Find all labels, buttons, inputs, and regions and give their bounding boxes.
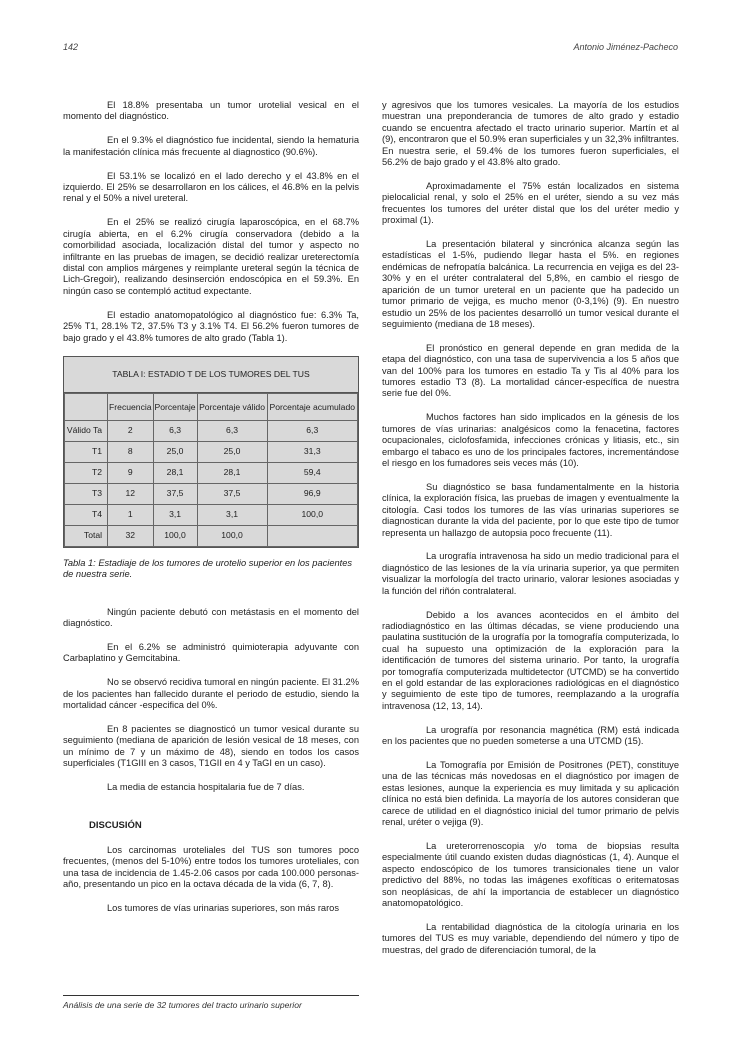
paragraph: Los carcinomas uroteliales del TUS son tumores poco frecuentes, (menos del 5-10%) entre todos los tumores uroteliales, con una tasa de incidencia de 1.45-2.06 casos por cada 100.000 personas-año, presentando un pico en la octava década de la vida (6, 7, 8).	[63, 844, 359, 890]
paragraph: En 8 pacientes se diagnosticó un tumor vesical durante su seguimiento (mediana de aparición de lesión vesical de 18 meses, con un mínimo de 7 y un máximo de 48), siendo en todos los casos superficiales (T1GIII en 3 casos, T1GII en 4 y TaGI en un caso).	[63, 723, 359, 769]
row-label: Válido Ta	[65, 420, 108, 441]
table-cell: 3,1	[197, 504, 267, 525]
table-cell: 37,5	[197, 483, 267, 504]
table-cell: 6,3	[153, 420, 197, 441]
table-cell: 100,0	[267, 504, 357, 525]
row-label: Total	[65, 525, 108, 546]
section-heading: DISCUSIÓN	[89, 819, 142, 831]
paragraph: La urografía por resonancia magnética (RM) está indicada en los pacientes que no pueden someterse a una UTCMD (15).	[382, 724, 679, 747]
paragraph: La ureterorrenoscopia y/o toma de biopsias resulta especialmente útil cuando existen dudas diagnósticas (1, 4). Aunque el aspecto endoscópico de los tumores transicionales tiene un valor predictivo del 88%, no todas las imágenes exofíticas o eritematosas son neoplásicas, de ahí la importancia de establecer un diagnóstico anatomopatológico.	[382, 840, 679, 908]
paragraph: Muchos factores han sido implicados en la génesis de los tumores de vías urinarias: analgésicos como la fenacetina, factores ocupacionales, ciclofosfamida, infecciones crónicas y litiasis, etc., sin embargo el tabaco es uno de los principales factores, incrementándose el riesgo en los fumadores seis veces más (10).	[382, 412, 679, 468]
table-cell: 6,3	[197, 420, 267, 441]
table-cell: 31,3	[267, 441, 357, 462]
table-header-cell: Frecuencia	[108, 393, 153, 420]
table-row	[65, 525, 358, 546]
paragraph: y agresivos que los tumores vesicales. La mayoría de los estudios muestran una preponderancia de tumores de alto grado y estadio cuando se encuentra afectado el tracto urinario superior. Martín et al (9), encontraron que el 50.9% eran superficiales y un 32,3% infiltrantes. En nuestra serie, el 59.4% de los tumores fueron superficiales, el 56.2% de bajo grado y el 43.8% alto grado.	[382, 100, 679, 168]
table-header-row	[65, 393, 358, 420]
table-cell: 8	[108, 441, 153, 462]
paragraph: El 53.1% se localizó en el lado derecho y el 43.8% en el izquierdo. El 25% se desarrollaron en los cálices, el 46.8% en la pelvis renal y el 50% a nivel ureteral.	[63, 170, 359, 204]
paragraph: El estadio anatomopatológico al diagnóstico fue: 6.3% Ta, 25% T1, 28.1% T2, 37.5% T3 y 3.1% T4. El 56.2% fueron tumores de bajo grado y el 43.8% tumores de alto grado (Tabla 1).	[63, 309, 359, 343]
running-author: Antonio Jiménez-Pacheco	[573, 42, 678, 52]
table-row	[65, 483, 358, 504]
table-cell: 25,0	[197, 441, 267, 462]
left-column	[63, 100, 359, 927]
table-cell: 3,1	[153, 504, 197, 525]
paragraph: La rentabilidad diagnóstica de la citología urinaria en los tumores del TUS es muy variable, dependiendo del número y tipo de muestras, del grado de diferenciación tumoral, de la	[382, 921, 679, 955]
table-cell: 2	[108, 420, 153, 441]
table-row	[65, 504, 358, 525]
page-number: 142	[63, 42, 79, 52]
paragraph: En el 9.3% el diagnóstico fue incidental, siendo la hematuria la manifestación clínica más frecuente al diagnostico (90.6%).	[63, 135, 359, 157]
table-caption: Tabla 1: Estadiaje de los tumores de urotelio superior en los pacientes de nuestra serie.	[63, 557, 353, 580]
paragraph: En el 6.2% se administró quimioterapia adyuvante con Carbaplatino y Gemcitabina.	[63, 641, 359, 664]
row-label: T4	[65, 504, 108, 525]
paragraph: Su diagnóstico se basa fundamentalmente en la historia clínica, la exploración física, las pruebas de imagen y eventualmente la citología. Casi todos los tumores de las vías urinarias superiores se diagnostican durante la vida del paciente, por lo que este tipo de tumor representa un hallazgo de autopsia poco frecuente (11).	[382, 481, 679, 538]
table-cell: 37,5	[153, 483, 197, 504]
table-cell: 9	[108, 462, 153, 483]
table-row	[65, 420, 358, 441]
table-cell: 28,1	[197, 462, 267, 483]
table-cell: 25,0	[153, 441, 197, 462]
table-header-cell: Porcentaje válido	[197, 393, 267, 420]
paragraph: La media de estancia hospitalaria fue de 7 días.	[107, 782, 305, 793]
stage-data-table	[64, 393, 358, 547]
paragraph: Debido a los avances acontecidos en el ámbito del radiodiagnóstico en las últimas décadas, se viene produciendo una paulatina sustitución de la urografía por la tomografía computerizada, lo cual ha supuesto una optimización de la exploración para la identificación de tumores del sistema urinario. Por tanto, la urografía por tomografía computerizada multidetector (UTCMD) se ha convertido en el gold estandar de las exploraciones radiológicas en el diagnóstico y seguimiento de este tipo de tumores, reemplazando a la urografía intravenosa (12, 13, 14).	[382, 609, 679, 711]
paragraph: El 18.8% presentaba un tumor urotelial vesical en el momento del diagnóstico.	[63, 100, 359, 122]
table-header-cell: Porcentaje	[153, 393, 197, 420]
running-title: Análisis de una serie de 32 tumores del tracto urinario superior	[63, 1000, 302, 1010]
table-cell: 59,4	[267, 462, 357, 483]
right-column	[382, 100, 679, 969]
row-label: T1	[65, 441, 108, 462]
table-cell: 1	[108, 504, 153, 525]
row-label: T2	[65, 462, 108, 483]
table-cell: 96,9	[267, 483, 357, 504]
table-header-cell: Porcentaje acumulado	[267, 393, 357, 420]
table-row	[65, 441, 358, 462]
paragraph: La Tomografía por Emisión de Positrones (PET), constituye una de las técnicas más novedosas en el diagnóstico por imagen de estas lesiones, aunque la experiencia es muy limitada y su aplicación clínica no está bien definida. La mayoría de los autores consideran que carece de utilidad en el diagnóstico inicial del tumor primario de pelvis renal, uréter o vejiga (9).	[382, 760, 679, 828]
paragraph: La presentación bilateral y sincrónica alcanza según las estadísticas el 1-5%, pudiendo llegar hasta el 5%. en regiones endémicas de nefropatía balcánica. La recurrencia en vejiga es del 23-30% y en el uréter contralateral del 5,8%, en cambio el riesgo de aparición de un tumor ureteral en un paciente que ha padecido un tumor primario de vejiga, es mucho menor (0-3,1%) (9). En nuestro estudio un 25% de los pacientes desarrolló un tumor vesical durante el seguimiento (mediana de 18 meses).	[382, 239, 679, 329]
table-cell	[267, 525, 357, 546]
paragraph: En el 25% se realizó cirugía laparoscópica, en el 68.7% cirugía abierta, en el 6.2% cirugía conservadora (debido a la comorbilidad asociada, localización distal del tumor y aspecto no infiltrante en las pruebas de imagen, se decidió realizar ureterectomía distal con amplios márgenes y reimplante ureteral según la técnica de Lich-Gregoir), realizando desinserción endoscópica en el 59.3%. En ningún caso se contempló actitud expectante.	[63, 217, 359, 296]
footer-divider	[63, 995, 359, 996]
row-label: T3	[65, 483, 108, 504]
table-cell: 12	[108, 483, 153, 504]
stage-table	[63, 356, 359, 547]
table-cell: 100,0	[153, 525, 197, 546]
paragraph: El pronóstico en general depende en gran medida de la etapa del diagnóstico, con una tasa de supervivencia a los 5 años que van del 100% para los tumores en estadio Ta y Tis al 40% para los tumores estadio T3 (8). La mortalidad cáncer-específica de nuestra serie fue del 0%.	[382, 342, 679, 399]
paragraph: Los tumores de vías urinarias superiores, son más raros	[107, 903, 340, 914]
paragraph: Ningún paciente debutó con metástasis en el momento del diagnóstico.	[63, 606, 359, 629]
table-cell: 32	[108, 525, 153, 546]
table-cell: 6,3	[267, 420, 357, 441]
table-header-cell	[65, 393, 108, 420]
table-cell: 28,1	[153, 462, 197, 483]
table-cell: 100,0	[197, 525, 267, 546]
table-title: TABLA I: ESTADIO T DE LOS TUMORES DEL TUS	[64, 357, 358, 392]
paragraph: La urografía intravenosa ha sido un medio tradicional para el diagnóstico de las lesiones de la vía urinaria superior, ya que permiten visualizar la morfología del tracto urinario, valorar lesiones asociadas y la función del riñón contralateral.	[382, 551, 679, 596]
table-row	[65, 462, 358, 483]
paragraph: Aproximadamente el 75% están localizados en sistema pielocalicial renal, y solo el 25% en el uréter, siendo a su vez más frecuentes los tumores del uréter distal que los del uréter medio y proximal (1).	[382, 180, 679, 226]
paragraph: No se observó recidiva tumoral en ningún paciente. El 31.2% de los pacientes han fallecido durante el periodo de estudio, siendo la mortalidad cáncer -especifica del 0%.	[63, 677, 359, 711]
